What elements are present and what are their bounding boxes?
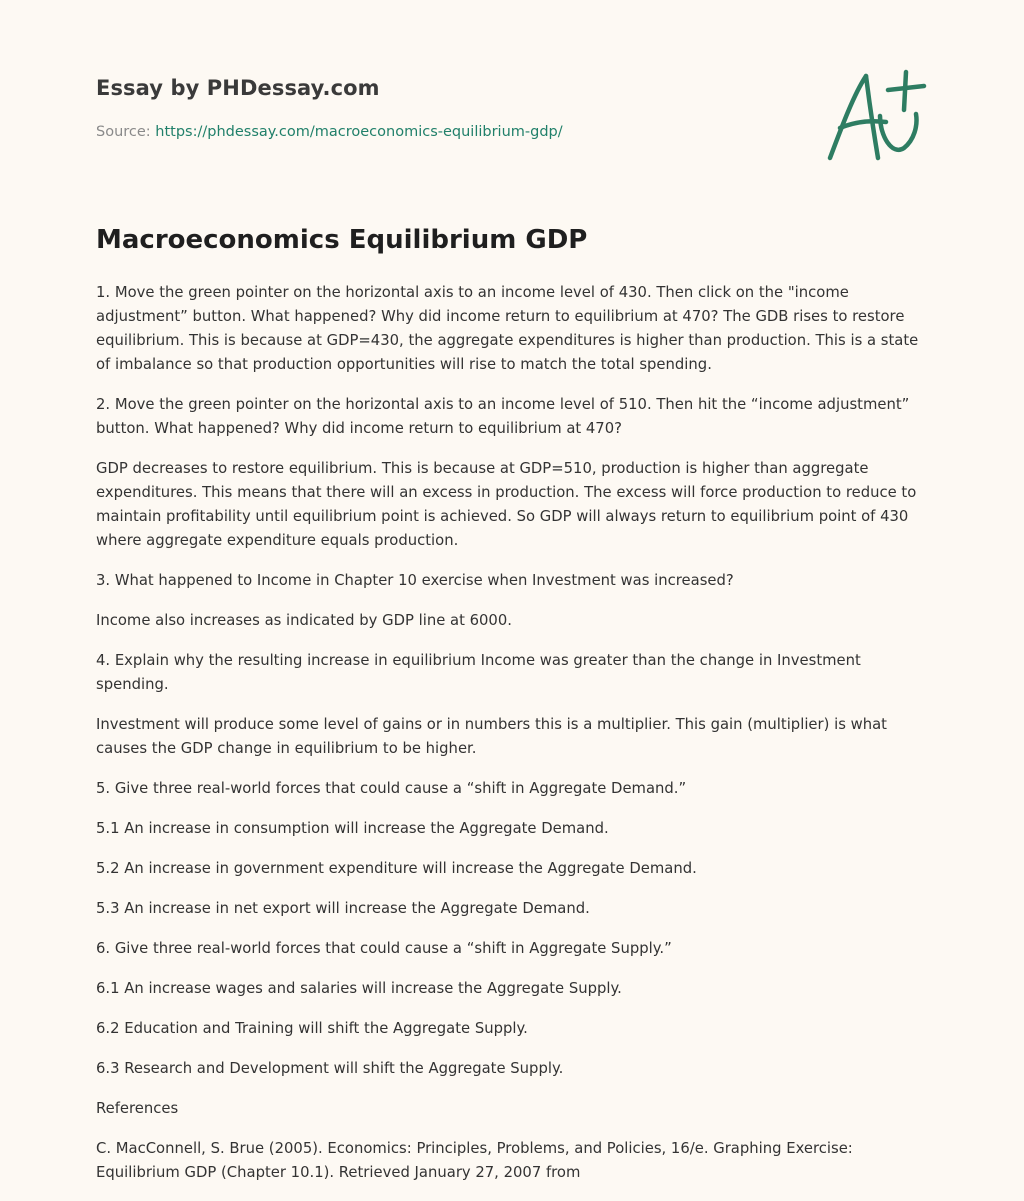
essay-paragraph: 6.2 Education and Training will shift the Aggregate Supply. xyxy=(96,1020,528,1038)
essay-paragraph: 5.1 An increase in consumption will increase the Aggregate Demand. xyxy=(96,820,609,838)
essay-paragraph: Income also increases as indicated by GDP line at 6000. xyxy=(96,612,512,630)
a-plus-logo-icon xyxy=(820,64,930,168)
essay-paragraph: 6. Give three real-world forces that could cause a “shift in Aggregate Supply.” xyxy=(96,940,672,958)
essay-paragraph: 5. Give three real-world forces that could cause a “shift in Aggregate Demand.” xyxy=(96,780,687,798)
essay xyxy=(96,222,932,1201)
references-heading: References xyxy=(96,1100,179,1118)
essay-paragraph: 3. What happened to Income in Chapter 10 exercise when Investment was increased? xyxy=(96,572,734,590)
essay-paragraph: GDP decreases to restore equilibrium. This is because at GDP=510, production is higher than aggregate expenditures. This means that there will an excess in production. The excess will force production to reduce to maintain profitability until equilibrium point is achieved. So GDP will always return to equilibrium point of 430 where aggregate expenditure equals production. xyxy=(96,460,917,550)
essay-paragraph: Investment will produce some level of gains or in numbers this is a multiplier. This gain (multiplier) is what causes the GDP change in equilibrium to be higher. xyxy=(96,716,887,758)
essay-paragraph: 4. Explain why the resulting increase in equilibrium Income was greater than the change in Investment spending. xyxy=(96,652,861,694)
essay-paragraph: 5.3 An increase in net export will increase the Aggregate Demand. xyxy=(96,900,590,918)
source-label: Source: xyxy=(96,124,156,140)
site-title: Essay by PHDessay.com xyxy=(96,76,380,100)
essay-title: Macroeconomics Equilibrium GDP xyxy=(96,225,588,255)
reference-item: C. MacConnell, S. Brue (2005). Economics: Principles, Problems, and Policies, 16/e. Graphing Exercise: Equilibrium GDP (Chapter 10.1). Retrieved January 27, 2007 from xyxy=(96,1140,853,1182)
essay-paragraph: 5.2 An increase in government expenditure will increase the Aggregate Demand. xyxy=(96,860,697,878)
source-line xyxy=(96,124,796,140)
essay-paragraph: 1. Move the green pointer on the horizontal axis to an income level of 430. Then click on the "income adjustment” button. What happened? Why did income return to equilibrium at 470? The GDB rises to restore equilibrium. This is because at GDP=430, the aggregate expenditures is higher than production. This is a state of imbalance so that production opportunities will rise to match the total spending. xyxy=(96,284,919,374)
page-header xyxy=(96,76,796,140)
essay-paragraph: 2. Move the green pointer on the horizontal axis to an income level of 510. Then hit the “income adjustment” button. What happened? Why did income return to equilibrium at 470? xyxy=(96,396,910,438)
source-link[interactable]: https://phdessay.com/macroeconomics-equilibrium-gdp/ xyxy=(155,124,563,140)
essay-paragraph: 6.1 An increase wages and salaries will increase the Aggregate Supply. xyxy=(96,980,622,998)
essay-paragraph: 6.3 Research and Development will shift the Aggregate Supply. xyxy=(96,1060,564,1078)
